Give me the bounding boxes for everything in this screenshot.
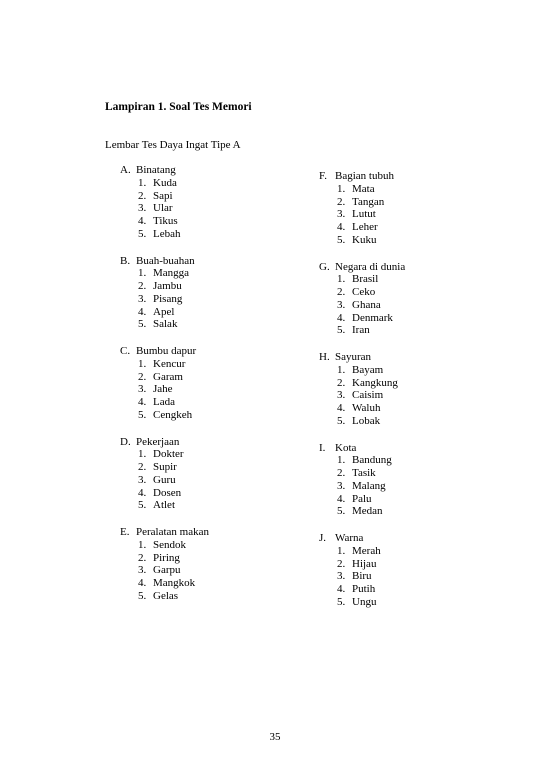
- item-number: 2.: [138, 461, 147, 474]
- item-text: Kuda: [153, 176, 177, 189]
- item-text: Medan: [352, 505, 383, 518]
- item-text: Supir: [153, 461, 177, 474]
- item-number: 2.: [337, 467, 346, 480]
- item-text: Dosen: [153, 486, 182, 499]
- category-section: [319, 261, 405, 352]
- item-number: 4.: [337, 221, 346, 234]
- item-number: 3.: [138, 383, 147, 396]
- list-item: [319, 221, 405, 234]
- item-number: 5.: [138, 408, 147, 421]
- item-number: 1.: [138, 538, 147, 551]
- list-item: [120, 306, 209, 319]
- item-text: Putih: [352, 583, 376, 596]
- list-item: [120, 318, 209, 331]
- list-item: [319, 402, 405, 415]
- category-letter: D.: [120, 435, 131, 448]
- item-text: Kencur: [153, 357, 186, 370]
- list-item: [120, 564, 209, 577]
- list-item: [319, 454, 405, 467]
- list-item: [319, 286, 405, 299]
- category-letter: G.: [319, 260, 330, 273]
- item-number: 2.: [337, 195, 346, 208]
- list-item: [120, 202, 209, 215]
- list-item: [319, 183, 405, 196]
- list-item: [319, 415, 405, 428]
- list-item: [120, 409, 209, 422]
- item-number: 4.: [138, 215, 147, 228]
- category-letter: I.: [319, 441, 326, 454]
- list-item: [319, 467, 405, 480]
- item-number: 3.: [337, 208, 346, 221]
- list-item: [120, 267, 209, 280]
- item-text: Atlet: [153, 499, 175, 512]
- list-item: [319, 208, 405, 221]
- item-text: Ceko: [352, 286, 376, 299]
- item-number: 4.: [337, 492, 346, 505]
- category-section: [120, 345, 209, 436]
- item-text: Salak: [153, 318, 178, 331]
- list-item: [120, 461, 209, 474]
- item-text: Ghana: [352, 298, 381, 311]
- item-text: Palu: [352, 492, 372, 505]
- list-item: [120, 448, 209, 461]
- list-item: [120, 499, 209, 512]
- list-item: [120, 487, 209, 500]
- category-title: Buah-buahan: [136, 254, 195, 267]
- category-section: [319, 442, 405, 533]
- item-number: 3.: [337, 389, 346, 402]
- list-item: [319, 234, 405, 247]
- list-item: [120, 474, 209, 487]
- list-item: [120, 577, 209, 590]
- item-number: 4.: [337, 583, 346, 596]
- item-number: 5.: [337, 324, 346, 337]
- item-number: 1.: [138, 267, 147, 280]
- item-text: Garam: [153, 370, 183, 383]
- item-text: Tasik: [352, 467, 376, 480]
- list-item: [120, 383, 209, 396]
- category-letter: C.: [120, 345, 131, 357]
- category-heading: [120, 436, 209, 449]
- item-text: Mangga: [153, 267, 190, 280]
- item-text: Merah: [352, 544, 381, 557]
- list-item: [319, 596, 405, 609]
- list-item: [319, 364, 405, 377]
- item-text: Biru: [352, 570, 372, 583]
- category-heading: [120, 526, 209, 539]
- list-item: [319, 389, 405, 402]
- list-item: [319, 558, 405, 571]
- item-number: 1.: [337, 454, 346, 467]
- category-title: Negara di dunia: [335, 260, 406, 273]
- list-item: [319, 312, 405, 325]
- item-number: 3.: [337, 570, 346, 583]
- item-text: Tangan: [352, 195, 385, 208]
- category-title: Bumbu dapur: [136, 345, 197, 357]
- list-item: [319, 299, 405, 312]
- item-number: 1.: [138, 448, 147, 461]
- item-text: Lobak: [352, 414, 381, 427]
- item-number: 5.: [337, 505, 346, 518]
- category-heading: [120, 255, 209, 268]
- item-text: Sapi: [153, 189, 173, 202]
- category-letter: J.: [319, 532, 327, 544]
- item-number: 2.: [337, 286, 346, 299]
- item-number: 3.: [337, 479, 346, 492]
- list-item: [319, 196, 405, 209]
- category-heading: [319, 261, 405, 274]
- category-section: [120, 164, 209, 255]
- item-number: 1.: [337, 182, 346, 195]
- category-title: Kota: [335, 441, 357, 454]
- list-item: [319, 505, 405, 518]
- right-column: [319, 170, 405, 623]
- item-number: 5.: [138, 499, 147, 512]
- list-item: [319, 570, 405, 583]
- item-text: Waluh: [352, 402, 381, 415]
- item-text: Mata: [352, 182, 375, 195]
- item-text: Garpu: [153, 564, 181, 577]
- item-number: 2.: [138, 280, 147, 293]
- item-number: 1.: [337, 273, 346, 286]
- category-section: [120, 436, 209, 527]
- category-section: [319, 351, 405, 442]
- category-section: [120, 526, 209, 617]
- list-item: [120, 590, 209, 603]
- item-number: 4.: [138, 577, 147, 590]
- item-text: Bandung: [352, 454, 392, 467]
- page-subtitle: Lembar Tes Daya Ingat Tipe A: [105, 139, 241, 151]
- category-title: Bagian tubuh: [335, 170, 394, 182]
- item-number: 3.: [138, 202, 147, 215]
- item-number: 2.: [138, 189, 147, 202]
- category-heading: [319, 532, 405, 545]
- category-letter: A.: [120, 164, 131, 176]
- item-text: Cengkeh: [153, 408, 193, 421]
- item-number: 4.: [337, 311, 346, 324]
- item-text: Jambu: [153, 280, 182, 293]
- item-number: 4.: [138, 305, 147, 318]
- list-item: [120, 215, 209, 228]
- list-item: [319, 273, 405, 286]
- item-text: Apel: [153, 305, 175, 318]
- list-item: [120, 280, 209, 293]
- category-title: Warna: [335, 532, 364, 544]
- category-letter: B.: [120, 254, 131, 267]
- category-letter: E.: [120, 526, 130, 538]
- list-item: [120, 371, 209, 384]
- item-number: 2.: [337, 557, 346, 570]
- left-column: [120, 164, 209, 617]
- item-text: Malang: [352, 479, 386, 492]
- page-title: Lampiran 1. Soal Tes Memori: [105, 101, 252, 113]
- item-text: Gelas: [153, 589, 179, 602]
- item-text: Lada: [153, 396, 175, 409]
- item-number: 3.: [138, 473, 147, 486]
- category-title: Binatang: [136, 164, 176, 176]
- item-text: Ular: [153, 202, 173, 215]
- category-section: [120, 255, 209, 346]
- category-letter: H.: [319, 351, 330, 363]
- list-item: [319, 324, 405, 337]
- list-item: [120, 396, 209, 409]
- category-title: Peralatan makan: [136, 526, 209, 538]
- category-heading: [319, 442, 405, 455]
- category-heading: [120, 164, 209, 177]
- list-item: [319, 480, 405, 493]
- item-number: 5.: [138, 318, 147, 331]
- category-heading: [120, 345, 209, 358]
- list-item: [120, 358, 209, 371]
- category-heading: [319, 351, 405, 364]
- item-number: 1.: [337, 544, 346, 557]
- item-text: Bayam: [352, 363, 384, 376]
- list-item: [120, 552, 209, 565]
- item-text: Sendok: [153, 538, 186, 551]
- item-number: 2.: [138, 370, 147, 383]
- item-text: Denmark: [352, 311, 393, 324]
- item-text: Piring: [153, 551, 180, 564]
- list-item: [120, 190, 209, 203]
- item-text: Guru: [153, 473, 176, 486]
- item-text: Brasil: [352, 273, 379, 286]
- list-item: [319, 583, 405, 596]
- list-item: [319, 493, 405, 506]
- item-text: Jahe: [153, 383, 173, 396]
- item-text: Pisang: [153, 292, 183, 305]
- item-text: Kuku: [352, 233, 377, 246]
- item-number: 5.: [138, 227, 147, 240]
- category-title: Pekerjaan: [136, 435, 180, 448]
- item-number: 1.: [138, 176, 147, 189]
- item-text: Tikus: [153, 215, 178, 228]
- item-number: 4.: [138, 486, 147, 499]
- list-item: [120, 228, 209, 241]
- item-text: Ungu: [352, 595, 377, 608]
- item-number: 5.: [337, 595, 346, 608]
- item-number: 3.: [138, 292, 147, 305]
- item-text: Lebah: [153, 227, 181, 240]
- item-number: 5.: [337, 233, 346, 246]
- item-text: Dokter: [153, 448, 184, 461]
- item-number: 1.: [337, 363, 346, 376]
- item-number: 4.: [138, 396, 147, 409]
- list-item: [120, 293, 209, 306]
- category-letter: F.: [319, 170, 327, 182]
- item-number: 3.: [337, 298, 346, 311]
- category-heading: [319, 170, 405, 183]
- item-number: 5.: [337, 414, 346, 427]
- item-text: Mangkok: [153, 577, 196, 590]
- category-section: [319, 532, 405, 623]
- list-item: [319, 377, 405, 390]
- item-text: Lutut: [352, 208, 376, 221]
- item-number: 4.: [337, 402, 346, 415]
- item-text: Kangkung: [352, 376, 398, 389]
- category-title: Sayuran: [335, 351, 372, 363]
- item-number: 2.: [337, 376, 346, 389]
- category-section: [319, 170, 405, 261]
- item-text: Hijau: [352, 557, 377, 570]
- page-number: 35: [269, 731, 281, 743]
- item-text: Iran: [352, 324, 370, 337]
- list-item: [319, 545, 405, 558]
- item-number: 3.: [138, 564, 147, 577]
- item-text: Leher: [352, 221, 378, 234]
- item-number: 2.: [138, 551, 147, 564]
- item-number: 1.: [138, 357, 147, 370]
- item-text: Caisim: [352, 389, 384, 402]
- list-item: [120, 539, 209, 552]
- list-item: [120, 177, 209, 190]
- item-number: 5.: [138, 589, 147, 602]
